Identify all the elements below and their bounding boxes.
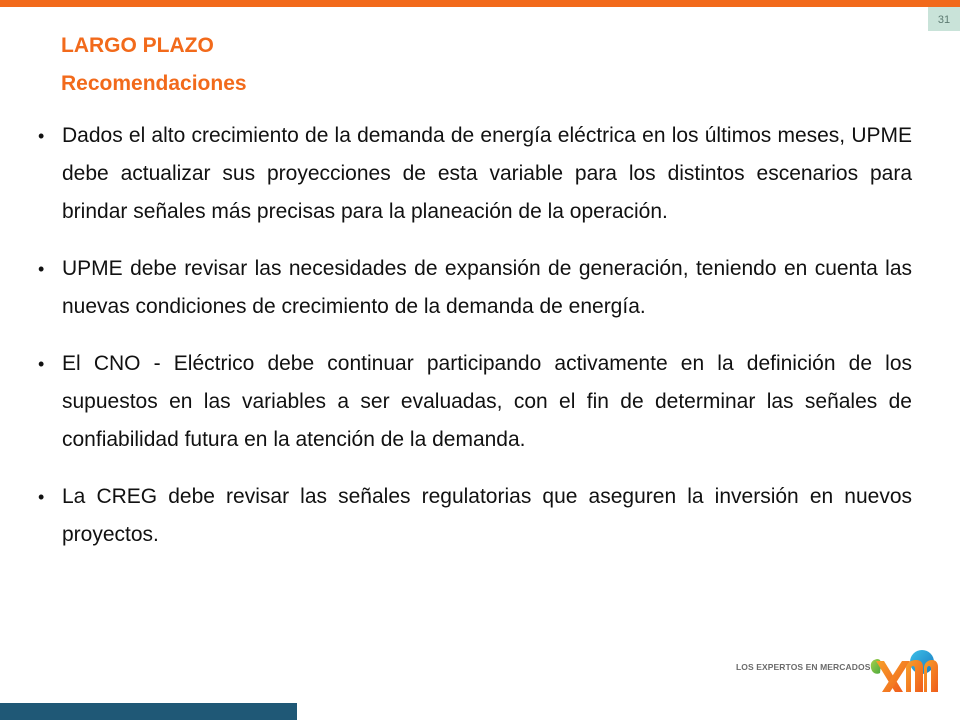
bullet-icon: • — [38, 354, 45, 374]
recommendation-item — [38, 250, 912, 326]
recommendation-item — [38, 345, 912, 459]
recommendation-text: UPME debe revisar las necesidades de expansión de generación, teniendo en cuenta las nuevas condiciones de crecimiento de la demanda de energía. — [62, 257, 912, 318]
bottom-accent-bar — [0, 703, 297, 720]
bullet-icon: • — [38, 126, 45, 146]
logo-tagline: LOS EXPERTOS EN MERCADOS — [736, 662, 871, 672]
top-accent-bar — [0, 0, 960, 7]
slide-subtitle: Recomendaciones — [61, 72, 247, 95]
slide-title: LARGO PLAZO — [61, 34, 214, 57]
recommendation-item — [38, 478, 912, 554]
recommendation-text: La CREG debe revisar las señales regulatorias que aseguren la inversión en nuevos proyectos. — [62, 485, 912, 546]
xm-logo-mark — [864, 644, 939, 696]
bullet-icon: • — [38, 259, 45, 279]
recommendation-text: El CNO - Eléctrico debe continuar participando activamente en la definición de los supuestos en las variables a ser evaluadas, con el fin de determinar las señales de confiabilidad futura en la atención de la demanda. — [62, 352, 912, 451]
page-number: 31 — [928, 7, 960, 31]
recommendations-list — [38, 117, 912, 573]
recommendation-item — [38, 117, 912, 231]
bullet-icon: • — [38, 487, 45, 507]
xm-logo — [736, 644, 940, 696]
recommendation-text: Dados el alto crecimiento de la demanda de energía eléctrica en los últimos meses, UPME debe actualizar sus proyecciones de esta variable para los distintos escenarios para brindar señales más precisas para la planeación de la operación. — [62, 124, 912, 223]
